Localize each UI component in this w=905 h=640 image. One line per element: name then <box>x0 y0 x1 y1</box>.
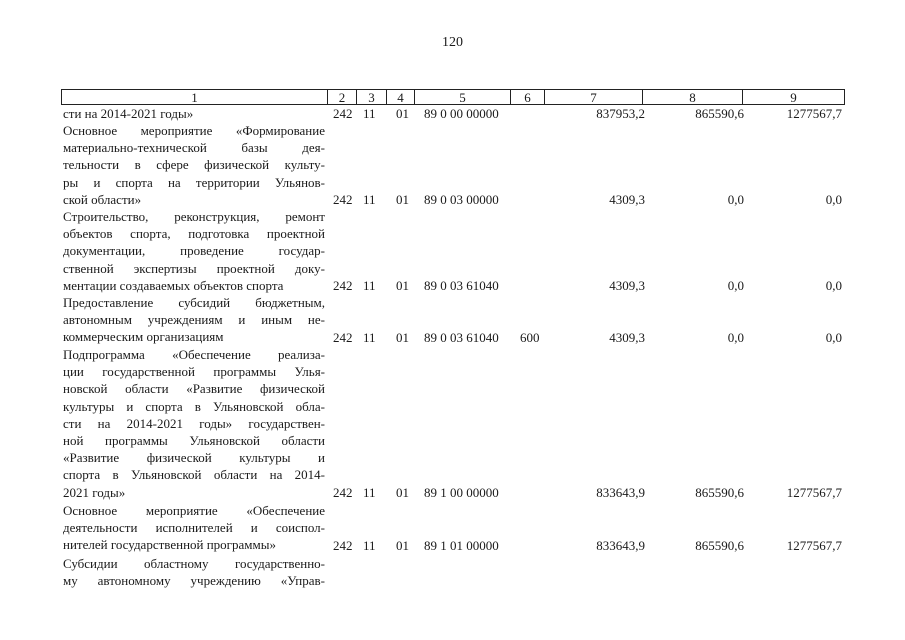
row-description <box>63 555 325 589</box>
row-description <box>63 346 325 501</box>
cell-col9: 1277567,7 <box>786 538 842 553</box>
cell-col4: 01 <box>396 485 409 500</box>
description-line: Подпрограмма «Обеспечение реализа- <box>63 347 325 362</box>
cell-col5: 89 0 00 00000 <box>424 106 499 121</box>
column-header-2: 2 <box>328 90 357 105</box>
cell-col2: 242 <box>333 485 353 500</box>
cell-col3: 11 <box>363 106 376 121</box>
description-line: коммерческим организациям <box>63 329 224 345</box>
column-header-9: 9 <box>743 90 845 105</box>
cell-col5: 89 1 00 00000 <box>424 485 499 500</box>
description-line: ной программы Ульяновской области <box>63 433 325 449</box>
description-line: объектов спорта, подготовка проектной <box>63 226 325 242</box>
column-header-5: 5 <box>415 90 511 105</box>
description-line: 2021 годы» <box>63 484 126 500</box>
cell-col8: 865590,6 <box>695 538 744 553</box>
cell-col8: 0,0 <box>727 192 744 207</box>
cell-col5: 89 0 03 61040 <box>424 330 499 345</box>
description-line: деятельности исполнителей и соиспол- <box>63 520 325 536</box>
cell-col5: 89 0 03 00000 <box>424 192 499 207</box>
description-line: Основное мероприятие «Формирование <box>63 123 325 138</box>
description-line: «Развитие физической культуры и <box>63 450 325 466</box>
cell-col7: 4309,3 <box>609 278 645 293</box>
cell-col2: 242 <box>333 330 353 345</box>
description-line: сти на 2014-2021 годы» государствен- <box>63 415 325 431</box>
description-line: спорта в Ульяновской области на 2014- <box>63 467 325 483</box>
cell-col2: 242 <box>333 106 353 121</box>
column-header-4: 4 <box>387 90 415 105</box>
cell-col3: 11 <box>363 330 376 345</box>
description-line: ственной экспертизы проектной доку- <box>63 260 325 276</box>
cell-col7: 833643,9 <box>596 538 645 553</box>
description-line: му автономному учреждению «Управ- <box>63 573 325 589</box>
cell-col3: 11 <box>363 192 376 207</box>
cell-col3: 11 <box>363 538 376 553</box>
cell-col7: 4309,3 <box>609 330 645 345</box>
cell-col9: 0,0 <box>825 278 842 293</box>
column-header-8: 8 <box>643 90 743 105</box>
description-line: ской области» <box>63 191 142 207</box>
cell-col3: 11 <box>363 278 376 293</box>
description-line: тельности в сфере физической культу- <box>63 157 325 173</box>
description-line: Строительство, реконструкция, ремонт <box>63 209 325 224</box>
description-line: Основное мероприятие «Обеспечение <box>63 503 325 518</box>
description-line: ментации создаваемых объектов спорта <box>63 277 284 293</box>
cell-col2: 242 <box>333 278 353 293</box>
description-line: нителей государственной программы» <box>63 537 276 553</box>
cell-col9: 1277567,7 <box>786 106 842 121</box>
cell-col8: 0,0 <box>727 278 744 293</box>
cell-col8: 0,0 <box>727 330 744 345</box>
cell-col2: 242 <box>333 192 353 207</box>
page-number: 120 <box>442 35 463 50</box>
row-description <box>63 294 325 346</box>
column-header-7: 7 <box>545 90 643 105</box>
cell-col4: 01 <box>396 538 409 553</box>
cell-col8: 865590,6 <box>695 106 744 121</box>
cell-col6: 600 <box>520 330 540 345</box>
cell-col9: 1277567,7 <box>786 485 842 500</box>
cell-col4: 01 <box>396 192 409 207</box>
description-line: документации, проведение государ- <box>63 243 325 259</box>
description-line: ры и спорта на территории Ульянов- <box>63 174 325 190</box>
cell-col7: 837953,2 <box>596 106 645 121</box>
cell-col9: 0,0 <box>825 192 842 207</box>
description-line: Субсидии областному государственно- <box>63 556 325 571</box>
description-line: сти на 2014-2021 годы» <box>63 106 194 121</box>
description-line: материально-технической базы дея- <box>63 140 325 156</box>
cell-col5: 89 0 03 61040 <box>424 278 499 293</box>
row-description <box>63 208 325 294</box>
cell-col8: 865590,6 <box>695 485 744 500</box>
cell-col9: 0,0 <box>825 330 842 345</box>
cell-col2: 242 <box>333 538 353 553</box>
description-line: новской области «Развитие физической <box>63 381 325 397</box>
column-header-row <box>61 89 845 105</box>
column-header-6: 6 <box>511 90 545 105</box>
row-description <box>63 502 325 554</box>
cell-col4: 01 <box>396 278 409 293</box>
cell-col7: 4309,3 <box>609 192 645 207</box>
row-description <box>63 122 325 208</box>
row-description <box>63 105 325 122</box>
cell-col5: 89 1 01 00000 <box>424 538 499 553</box>
description-line: культуры и спорта в Ульяновской обла- <box>63 398 325 414</box>
cell-col4: 01 <box>396 330 409 345</box>
description-line: автономным учреждениям и иным не- <box>63 312 325 328</box>
column-header-3: 3 <box>357 90 387 105</box>
cell-col4: 01 <box>396 106 409 121</box>
description-line: ции государственной программы Улья- <box>63 364 325 380</box>
description-line: Предоставление субсидий бюджетным, <box>63 295 325 310</box>
cell-col7: 833643,9 <box>596 485 645 500</box>
cell-col3: 11 <box>363 485 376 500</box>
column-header-1: 1 <box>62 90 328 105</box>
